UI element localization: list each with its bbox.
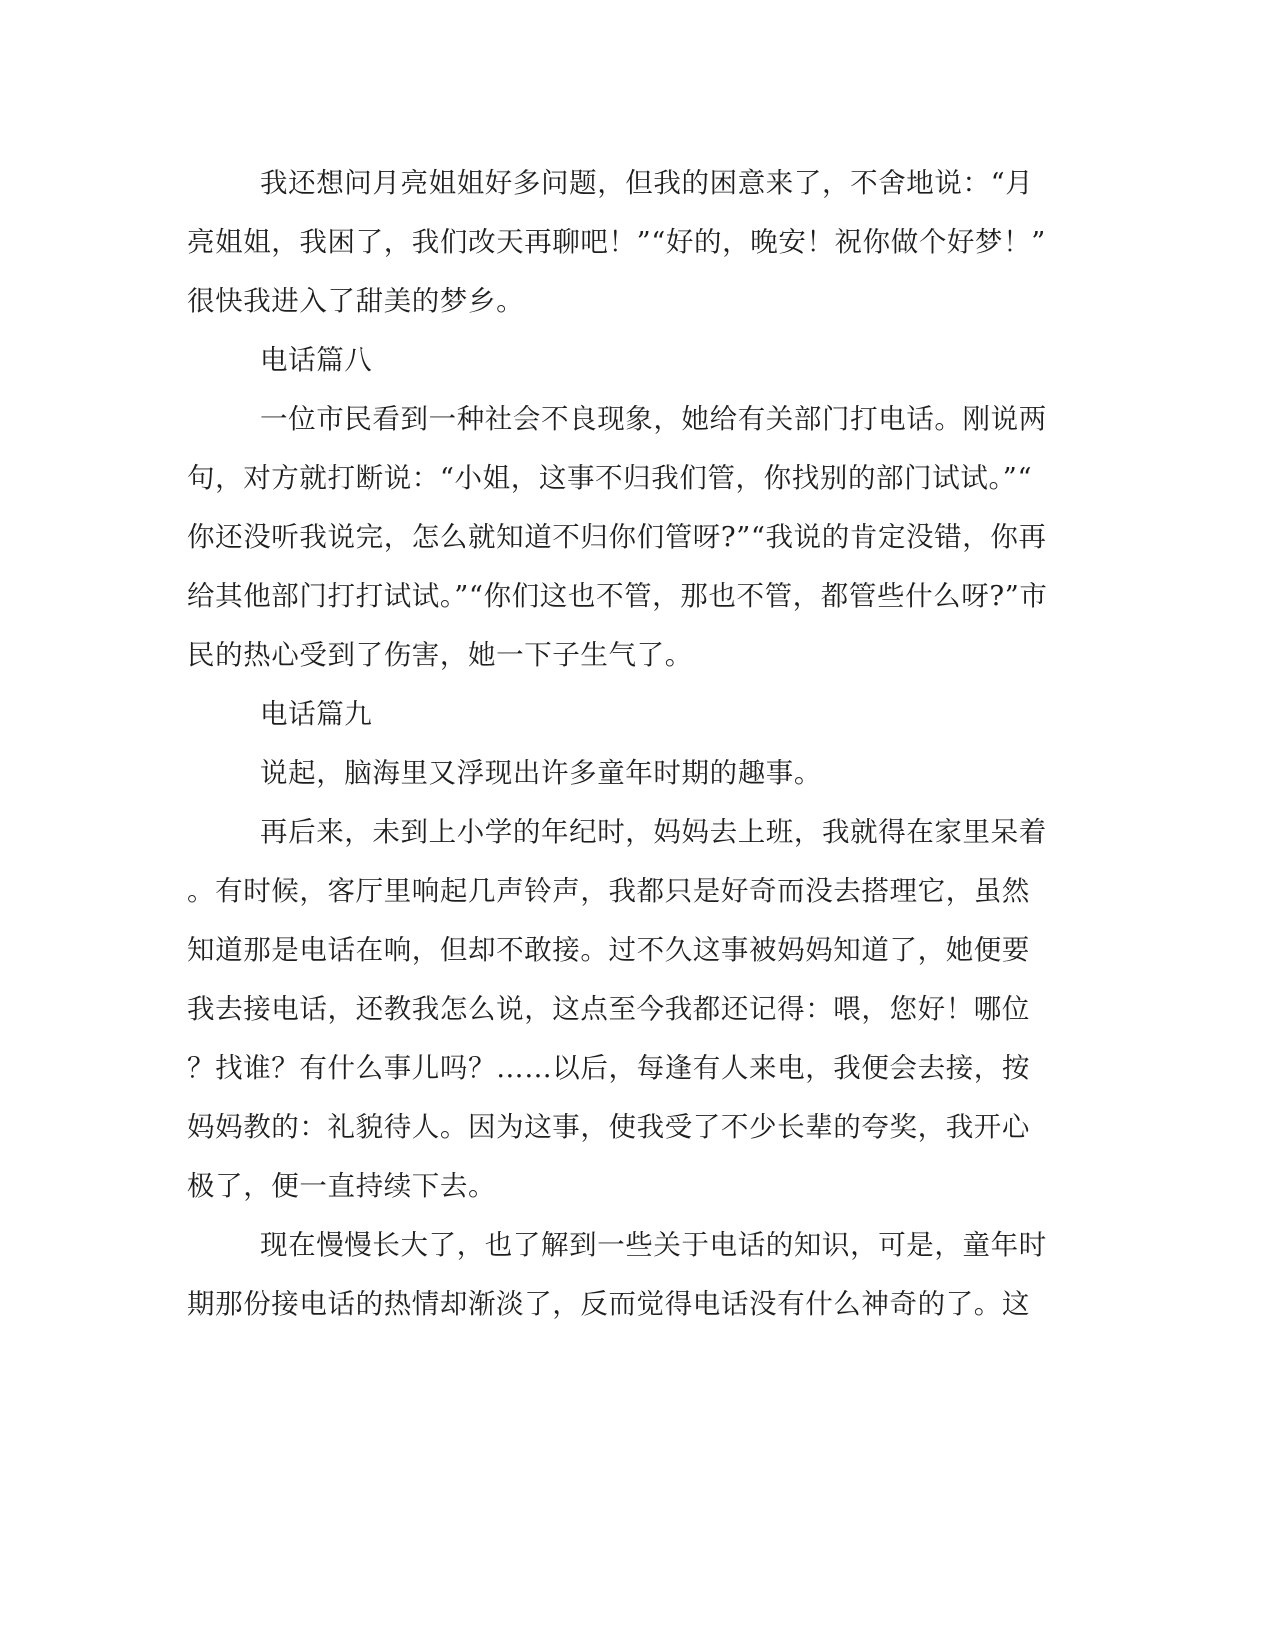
text-line: 一位市民看到一种社会不良现象，她给有关部门打电话。刚说两 — [260, 403, 1047, 435]
text-line: 说起，脑海里又浮现出许多童年时期的趣事。 — [260, 757, 822, 789]
text-line: 。有时候，客厅里响起几声铃声，我都只是好奇而没去搭理它，虽然 — [187, 875, 1030, 907]
text-line: 极了，便一直持续下去。 — [187, 1170, 497, 1202]
text-line: 给其他部门打打试试。”“你们这也不管，那也不管，都管些什么呀?”市 — [187, 580, 1048, 612]
text-line: 知道那是电话在响，但却不敢接。过不久这事被妈妈知道了，她便要 — [187, 934, 1030, 966]
text-line: 妈妈教的：礼貌待人。因为这事，使我受了不少长辈的夸奖，我开心 — [187, 1111, 1030, 1143]
text-line: 民的热心受到了伤害，她一下子生气了。 — [187, 639, 693, 671]
text-line: 我去接电话，还教我怎么说，这点至今我都还记得：喂，您好！哪位 — [187, 993, 1030, 1025]
text-line: 句，对方就打断说：“小姐，这事不归我们管，你找别的部门试试。”“ — [187, 462, 1033, 494]
text-line: 期那份接电话的热情却渐淡了，反而觉得电话没有什么神奇的了。这 — [187, 1288, 1030, 1320]
text-line: 亮姐姐，我困了，我们改天再聊吧！”“好的，晚安！祝你做个好梦！” — [187, 226, 1046, 258]
text-line: 你还没听我说完，怎么就知道不归你们管呀?”“我说的肯定没错，你再 — [187, 521, 1047, 553]
section-heading: 电话篇八 — [260, 344, 373, 376]
text-line: 再后来，未到上小学的年纪时，妈妈去上班，我就得在家里呆着 — [260, 816, 1047, 848]
text-line: 现在慢慢长大了，也了解到一些关于电话的知识，可是，童年时 — [260, 1229, 1047, 1261]
section-heading: 电话篇九 — [260, 698, 373, 730]
text-line: 我还想问月亮姐姐好多问题，但我的困意来了，不舍地说：“月 — [260, 167, 1034, 199]
text-line: 很快我进入了甜美的梦乡。 — [187, 285, 525, 317]
text-line: ？找谁？有什么事儿吗？……以后，每逢有人来电，我便会去接，按 — [187, 1052, 1030, 1084]
